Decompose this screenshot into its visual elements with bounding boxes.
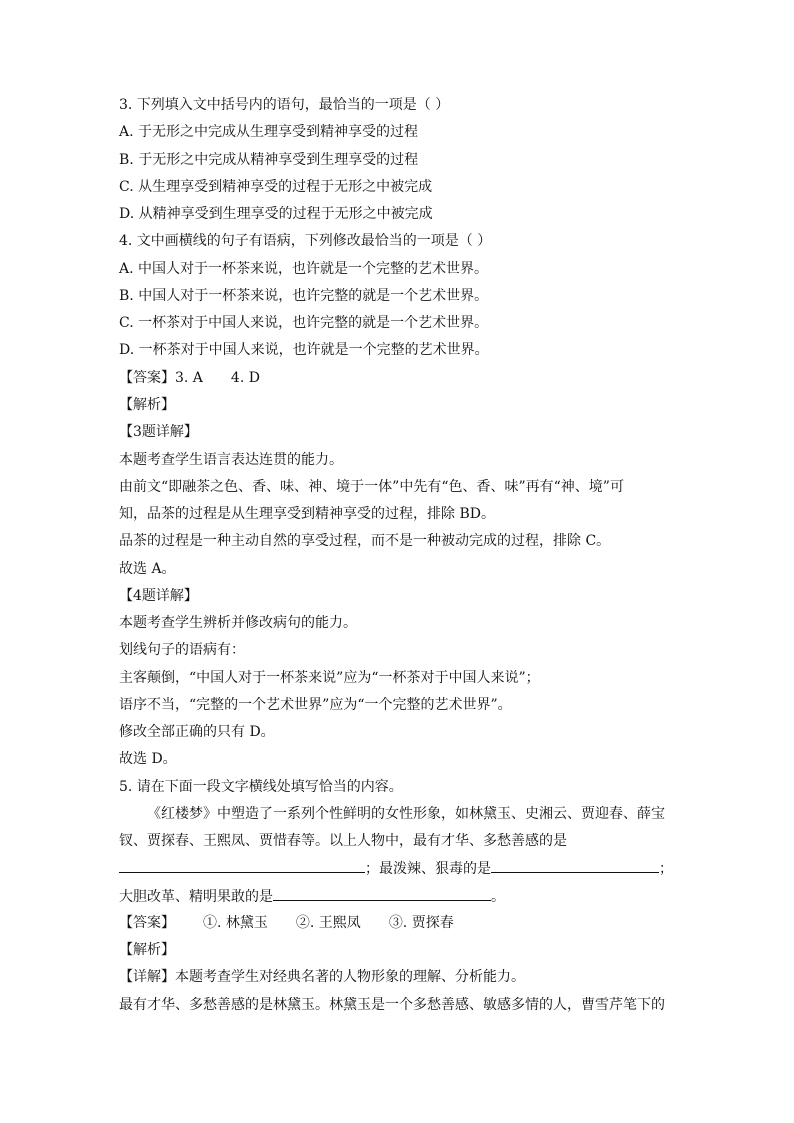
detail-4-heading: 【4题详解】 <box>119 588 198 604</box>
detail-4-line: 故选 D。 <box>119 751 177 767</box>
answer-line <box>119 368 260 388</box>
question-3-option-d: D. 从精神享受到生理享受的过程于无形之中被完成 <box>119 206 433 222</box>
detail-5-line: 最有才华、多愁善感的是林黛玉。林黛玉是一个多愁善感、敏感多情的人，曹雪芹笔下的 <box>119 997 665 1013</box>
answer-5-2: ②. 王熙凤 <box>295 915 361 931</box>
question-3-option-b: B. 于无形之中完成从精神享受到生理享受的过程 <box>119 152 419 168</box>
question-5-stem: 5. 请在下面一段文字横线处填写恰当的内容。 <box>119 779 403 795</box>
detail-4-line: 主客颠倒，“中国人对于一杯茶来说”应为“一杯茶对于中国人来说”； <box>119 670 540 686</box>
question-4-option-a: A. 中国人对于一杯茶来说，也许就是一个完整的艺术世界。 <box>119 261 489 277</box>
question-4-option-d: D. 一杯茶对于中国人来说，也许就是一个完整的艺术世界。 <box>119 342 489 358</box>
answer-5-1: ①. 林黛玉 <box>203 915 268 931</box>
question-5-fill-line: 大胆改革、精明果敢的是 。 <box>119 886 505 907</box>
question-5-paragraph: 《红楼梦》中塑造了一系列个性鲜明的女性形象，如林黛玉、史湘云、贾迎春、薛宝 <box>147 806 665 822</box>
detail-3-heading: 【3题详解】 <box>119 424 198 440</box>
answer-blank-3[interactable] <box>273 886 491 901</box>
question-4-stem: 4. 文中画横线的句子有语病，下列修改最恰当的一项是（ ） <box>119 233 492 249</box>
detail-5-line: 【详解】本题考查学生对经典名著的人物形象的理解、分析能力。 <box>119 969 525 985</box>
answer-blank-1[interactable] <box>119 858 365 873</box>
analysis-label: 【解析】 <box>119 942 175 958</box>
question-5-paragraph: 钗、贾探春、王熙凤、贾惜春等。以上人物中，最有才华、多愁善感的是 <box>119 833 567 849</box>
detail-3-line: 品茶的过程是一种主动自然的享受过程，而不是一种被动完成的过程，排除 C。 <box>119 533 611 549</box>
answer-5-3: ③. 贾探春 <box>388 915 454 931</box>
answer-3: 3. A <box>175 370 203 386</box>
answer-line <box>119 913 454 933</box>
detail-4-line: 本题考查学生辨析并修改病句的能力。 <box>119 615 357 631</box>
detail-4-line: 划线句子的语病有： <box>119 642 245 658</box>
detail-4-line: 修改全部正确的只有 D。 <box>119 724 275 740</box>
question-3-option-a: A. 于无形之中完成从生理享受到精神享受的过程 <box>119 124 419 140</box>
question-4-option-b: B. 中国人对于一杯茶来说，也许完整的就是一个艺术世界。 <box>119 288 489 304</box>
answer-blank-2[interactable] <box>491 858 659 873</box>
question-3-option-c: C. 从生理享受到精神享受的过程于无形之中被完成 <box>119 179 433 195</box>
detail-3-line: 故选 A。 <box>119 561 176 577</box>
question-3-stem: 3. 下列填入文中括号内的语句，最恰当的一项是（ ） <box>119 97 450 113</box>
detail-4-line: 语序不当，“完整的一个艺术世界”应为“一个完整的艺术世界”。 <box>119 697 512 713</box>
question-5-fill-line: ；最泼辣、狠毒的是 ； <box>119 858 673 879</box>
analysis-label: 【解析】 <box>119 397 175 413</box>
answer-label: 【答案】 <box>119 370 175 386</box>
answer-label: 【答案】 <box>119 915 175 931</box>
answer-4: 4. D <box>230 370 260 386</box>
detail-3-line: 本题考查学生语言表达连贯的能力。 <box>119 452 343 468</box>
detail-3-line: 由前文“即融茶之色、香、味、神、境于一体”中先有“色、香、味”再有“神、境”可 <box>119 479 624 495</box>
question-4-option-c: C. 一杯茶对于中国人来说，也许完整的就是一个艺术世界。 <box>119 315 489 331</box>
detail-3-line: 知，品茶的过程是从生理享受到精神享受的过程，排除 BD。 <box>119 506 495 522</box>
